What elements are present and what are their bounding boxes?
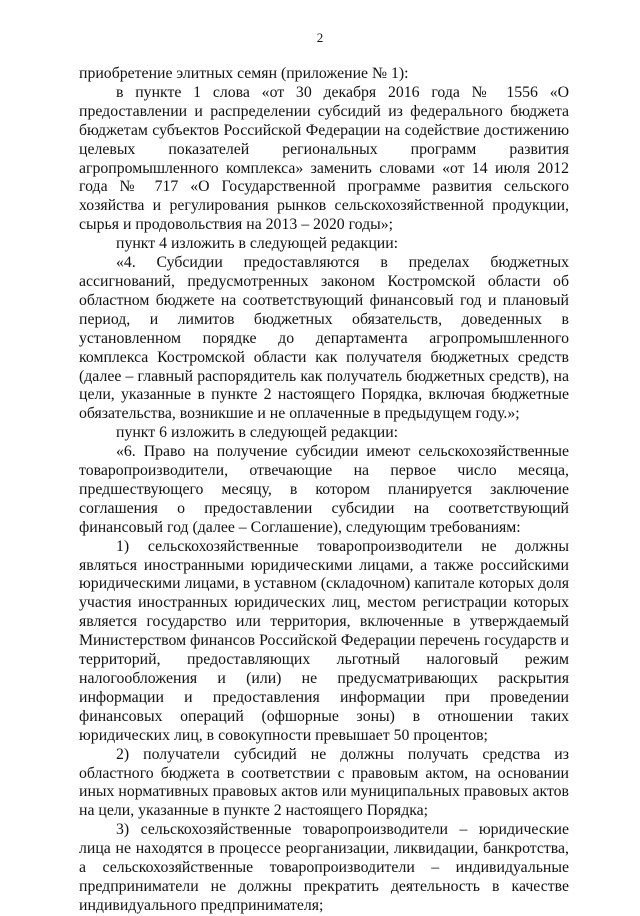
paragraph-point-1-replacement: в пункте 1 слова «от 30 декабря 2016 года № 1556 «О предоставлении и распределении субсидий из федерального бюджета бюджетам субъектов Российской Федерации на содействие достижению целевых показателей региональных программ развития агропромышленного комплекса» заменить словами «от 14 июля 2012 года № 717 «О Государственной программе развития сельского хозяйства и регулирования рынков сельскохозяйственной продукции, сырья и продовольствия на 2013 – 2020 годы»; [79,83,569,234]
paragraph-point-4-intro: пункт 4 изложить в следующей редакции: [116,235,399,253]
page-number: 2 [316,30,324,45]
paragraph-point-6-intro: пункт 6 изложить в следующей редакции: [116,424,399,442]
paragraph-requirement-3: 3) сельскохозяйственные товаропроизводители – юридические лица не находятся в процессе реорганизации, ликвидации, банкротства, а сельскохозяйственные товаропроизводители – индивидуальные предприниматели не должны прекратить деятельность в качестве индивидуального предпринимателя; [79,821,569,914]
paragraph-requirement-2: 2) получатели субсидий не должны получать средства из областного бюджета в соответствии с правовым актом, на основании иных нормативных правовых актов или муниципальных правовых актов на цели, указанные в пункте 2 настоящего Порядка; [79,745,569,820]
paragraph-point-6-text: «6. Право на получение субсидии имеют сельскохозяйственные товаропроизводители, отвечающие на первое число месяца, предшествующего месяцу, в котором планируется заключение соглашения о предоставлении субсидии на соответствующий финансовый год (далее – Соглашение), следующим требованиям: [79,443,569,536]
document-body [79,65,569,916]
paragraph-seed-purchase: приобретение элитных семян (приложение № 1): [79,65,409,82]
paragraph-requirement-1: 1) сельскохозяйственные товаропроизводители не должны являться иностранными юридическими лицами, а также российскими юридическими лицами, в уставном (складочном) капитале которых доля участия иностранных юридических лиц, местом регистрации которых является государство или территория, включенные в утверждаемый Министерством финансов Российской Федерации перечень государств и территорий, предоставляющих льготный налоговый режим налогообложения и (или) не предусматривающих раскрытия информации и предоставления информации при проведении финансовых операций (офшорные зоны) в отношении таких юридических лиц, в совокупности превышает 50 процентов; [79,537,569,744]
paragraph-point-4-text: «4. Субсидии предоставляются в пределах бюджетных ассигнований, предусмотренных законом Костромской области об областном бюджете на соответствующий финансовый год и плановый период, и лимитов бюджетных обязательств, доведенных в установленном порядке до департамента агропромышленного комплекса Костромской области как получателя бюджетных средств (далее – главный распорядитель как получатель бюджетных средств), на цели, указанные в пункте 2 настоящего Порядка, включая бюджетные обязательства, возникшие и не оплаченные в предыдущем году.»; [79,254,569,423]
